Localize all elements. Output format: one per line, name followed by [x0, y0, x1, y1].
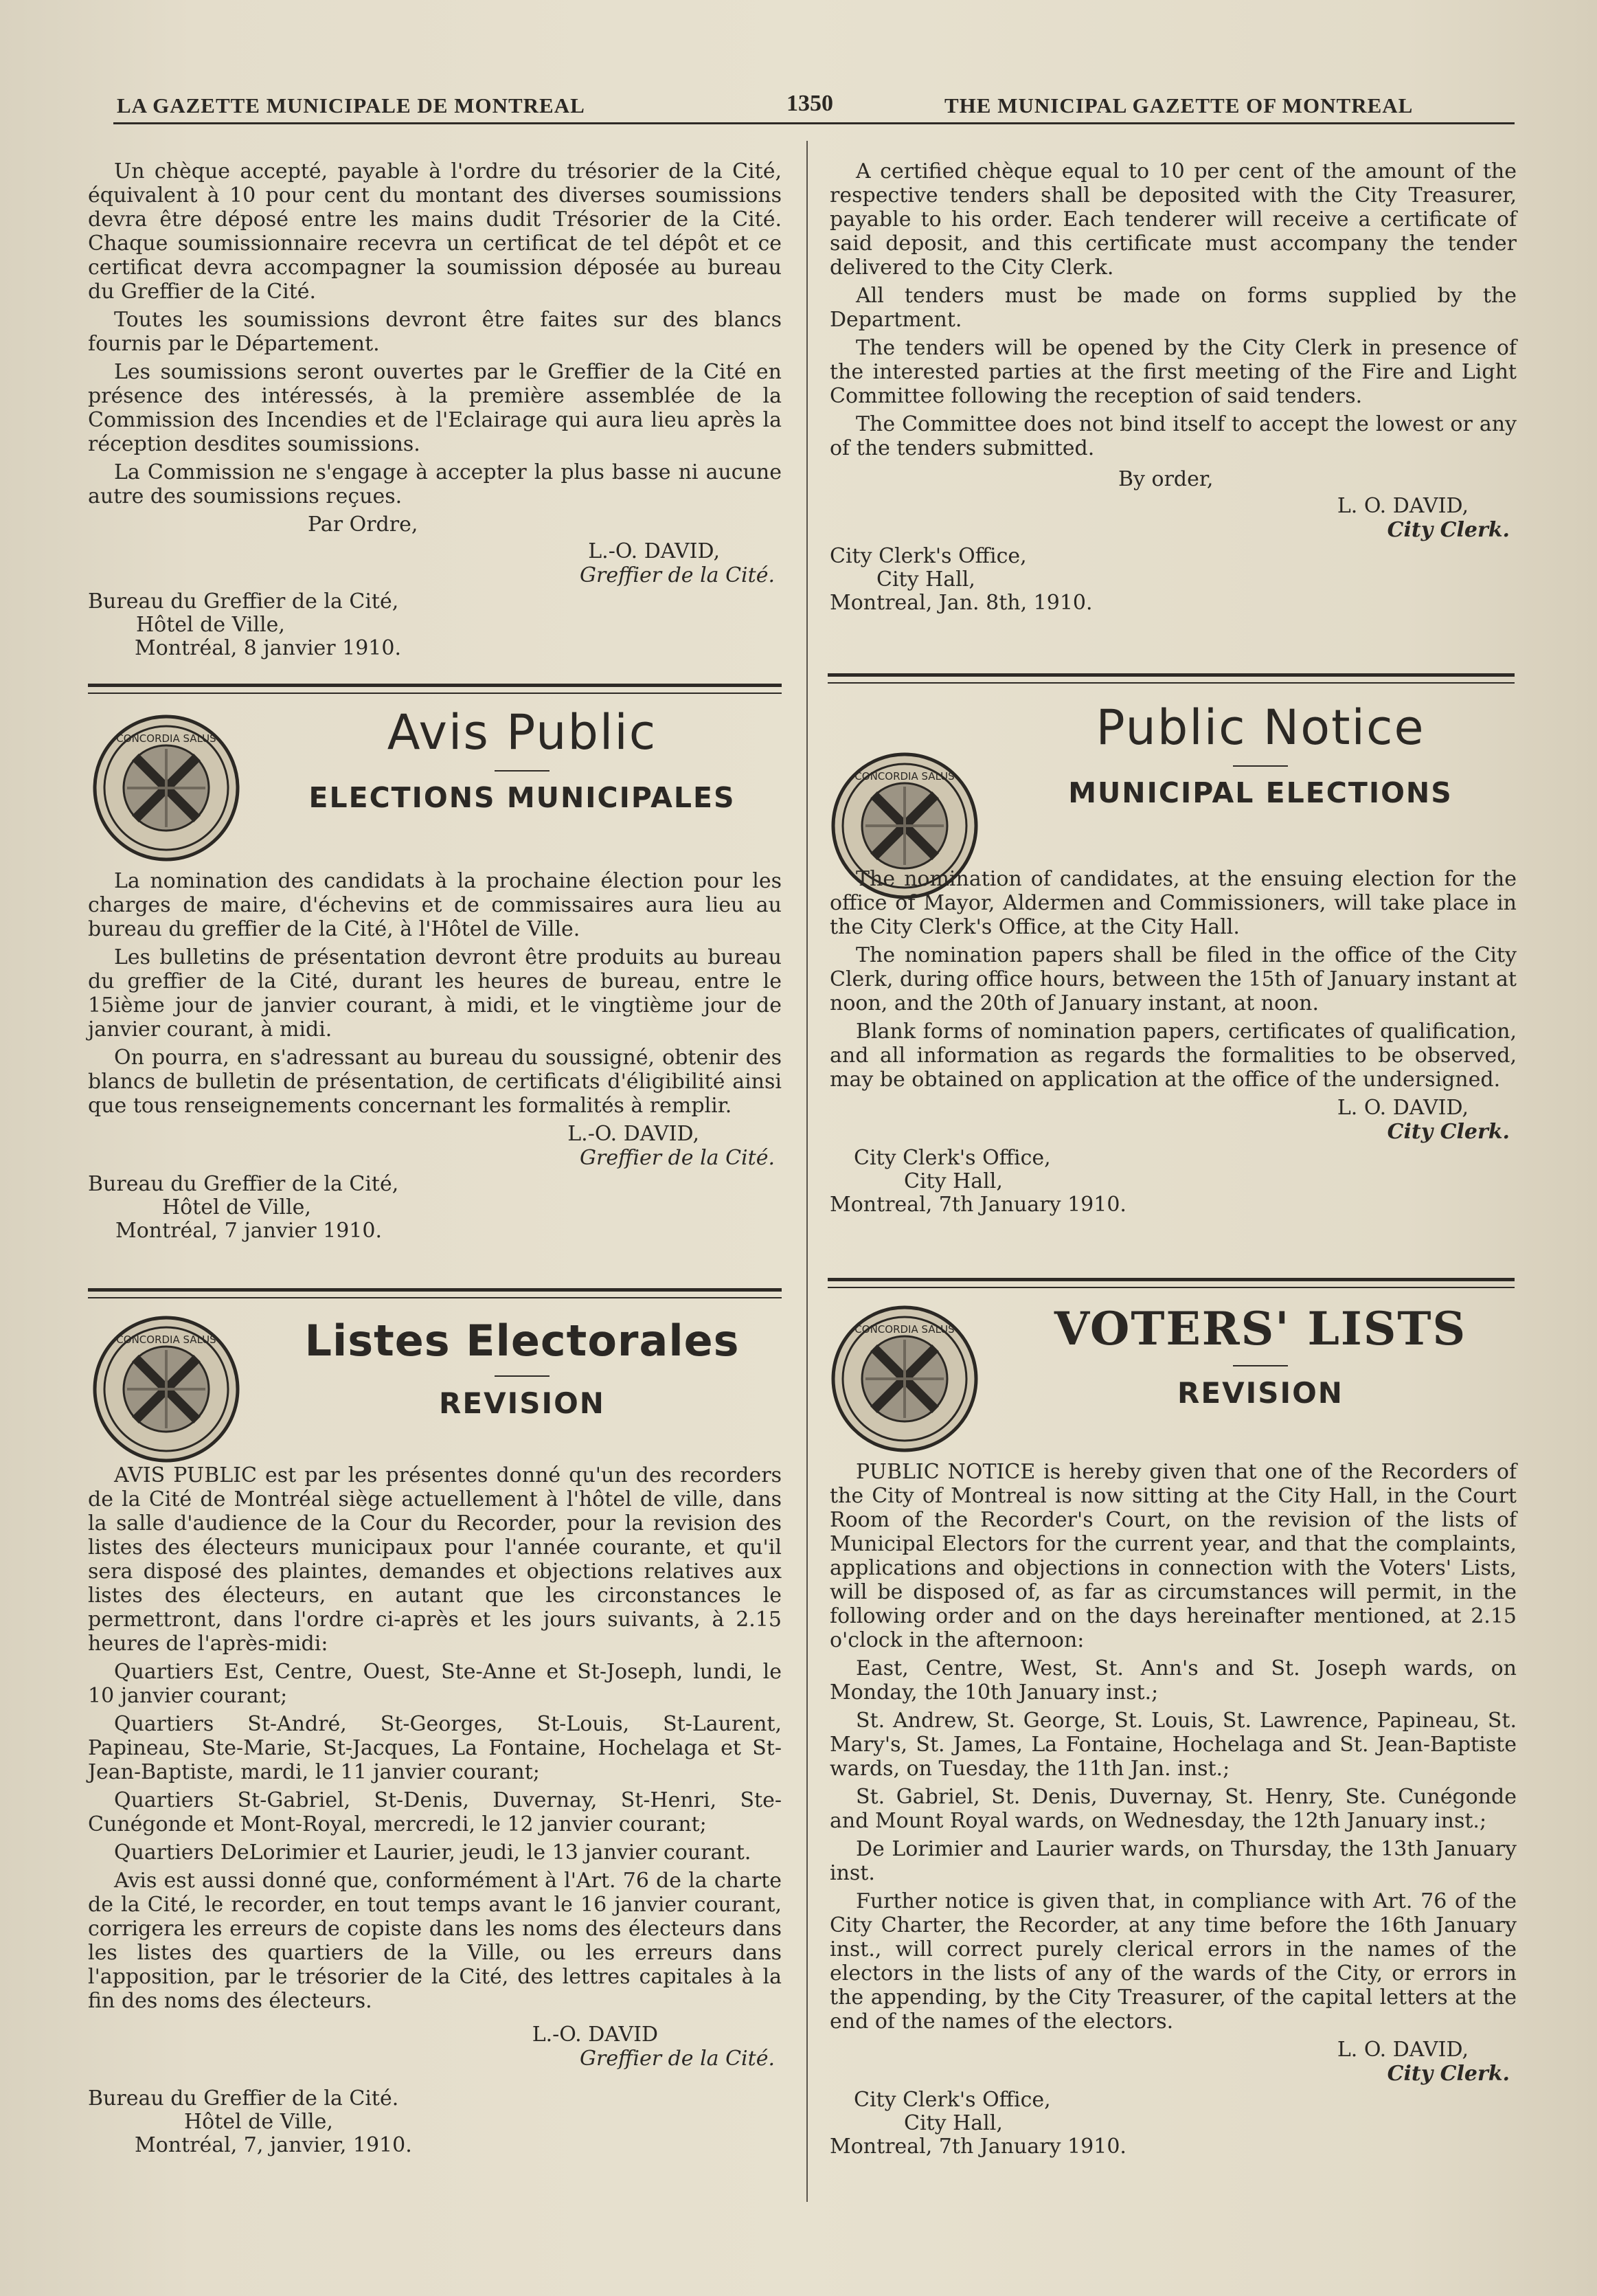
signature-title: City Clerk. — [1387, 1120, 1510, 1144]
signature-name: L.-O. DAVID — [532, 2023, 658, 2047]
notice-subtitle: REVISION — [1177, 1376, 1344, 1410]
title-rule — [1233, 765, 1288, 767]
paragraph: Avis est aussi donné que, conformément à l'Art. 76 de la charte de la Cité, le recorder, en tout temps avant le 16 janvier courant, corrigera les erreurs de copiste dans les noms des électeurs dans les listes des quartiers de la Ville, ou les erreurs dans l'apposition, par le trésorier de la Cité, des lettres capitales à la fin des noms des électeurs. — [88, 1869, 782, 2013]
office-address — [830, 545, 1517, 615]
paragraph: De Lorimier and Laurier wards, on Thursday, the 13th January inst. — [830, 1837, 1517, 1885]
notice-title-block — [996, 1302, 1525, 1410]
office-line: Hôtel de Ville, — [136, 613, 285, 637]
signature-title: City Clerk. — [1387, 2062, 1510, 2086]
paragraph: La Commission ne s'engage à accepter la plus basse ni aucune autre des soumissions reçues. — [88, 460, 782, 508]
title-rule — [495, 770, 550, 772]
paragraph: Blank forms of nomination papers, certificates of qualification, and all information as regards the formalities to be observed, may be obtained on application at the office of the undersigned. — [830, 1020, 1517, 1092]
header-rule — [113, 122, 1515, 124]
paragraph: Quartiers St-Gabriel, St-Denis, Duvernay, St-Henri, Ste-Cunégonde et Mont-Royal, mercredi, le 12 janvier courant; — [88, 1788, 782, 1836]
office-line: Montreal, 7th January 1910. — [830, 1193, 1126, 1217]
svg-text:CONCORDIA SALUS: CONCORDIA SALUS — [116, 732, 216, 745]
office-line: City Clerk's Office, — [854, 1146, 1051, 1170]
notice-title: VOTERS' LISTS — [1054, 1302, 1467, 1355]
title-rule — [1233, 1365, 1288, 1366]
notice-subtitle: ELECTIONS MUNICIPALES — [308, 781, 736, 814]
section-rule — [828, 1278, 1515, 1288]
paragraph: Quartiers DeLorimier et Laurier, jeudi, le 13 janvier courant. — [114, 1841, 751, 1865]
paragraph: Toutes les soumissions devront être faites sur des blancs fournis par le Département. — [88, 308, 782, 356]
notice-title: Listes Electorales — [304, 1316, 740, 1366]
section-rule — [828, 673, 1515, 684]
paragraph: A certified chèque equal to 10 per cent of the amount of the respective tenders shall be deposited with the City Treasurer, payable to his order. Each tenderer will receive a certificate of said deposit, and this certificate must accompany the tender delivered to the City Clerk. — [830, 159, 1517, 280]
running-head-english: THE MUNICIPAL GAZETTE OF MONTREAL — [944, 93, 1414, 117]
section-rule — [88, 684, 782, 694]
lists-notice-english — [830, 1460, 1517, 2159]
paragraph: The tenders will be opened by the City Clerk in presence of the interested parties at the first meeting of the Fire and Light Committee following the reception of said tenders. — [830, 336, 1517, 408]
signature-title: Greffier de la Cité. — [580, 2047, 775, 2071]
paragraph: PUBLIC NOTICE is hereby given that one of the Recorders of the City of Montreal is now sitting at the City Hall, in the Court Room of the Recorder's Court, on the revision of the lists of Municipal Electors for the current year, and that the complaints, applications and objections in connection with the Voters' Lists, will be disposed of, as far as circumstances will permit, in the following order and on the days hereinafter mentioned, at 2.15 o'clock in the afternoon: — [830, 1460, 1517, 1652]
signature-name: L. O. DAVID, — [1337, 2038, 1469, 2062]
elections-notice-english — [830, 867, 1517, 1217]
office-address — [88, 2087, 782, 2157]
office-line: Montréal, 7, janvier, 1910. — [135, 2133, 412, 2157]
notice-subtitle: REVISION — [439, 1386, 605, 1420]
lists-notice-french — [88, 1463, 782, 2157]
paragraph: Les bulletins de présentation devront être produits au bureau du greffier de la Cité, durant les heures de bureau, entre le 15ième jour de janvier courant, à midi, et le vingtième jour de janvier courant, à midi. — [88, 945, 782, 1042]
notice-title: Avis Public — [387, 704, 657, 761]
office-address — [830, 2089, 1517, 2159]
notice-title-block — [258, 1316, 786, 1420]
paragraph: Un chèque accepté, payable à l'ordre du trésorier de la Cité, équivalent à 10 pour cent du montant des diverses soumissions devra être déposé entre les mains dudit Trésorier de la Cité. Chaque soumissionnaire recevra un certificat de tel dépôt et ce certificat devra accompagner la soumission déposée au bureau du Greffier de la Cité. — [88, 159, 782, 304]
signature-title: Greffier de la Cité. — [580, 1146, 775, 1170]
office-line: City Hall, — [876, 567, 975, 592]
office-line: Montréal, 7 janvier 1910. — [115, 1219, 382, 1243]
signature-name: L. O. DAVID, — [1337, 494, 1469, 518]
notice-title-block — [999, 699, 1521, 809]
order-line: Par Ordre, — [308, 513, 418, 537]
section-rule — [88, 1288, 782, 1298]
paragraph: The Committee does not bind itself to accept the lowest or any of the tenders submitted. — [830, 412, 1517, 460]
notice-subtitle: MUNICIPAL ELECTIONS — [1068, 776, 1453, 809]
title-rule — [495, 1375, 550, 1377]
running-head-french: LA GAZETTE MUNICIPALE DE MONTREAL — [117, 93, 585, 117]
office-line: Montreal, 7th January 1910. — [830, 2135, 1126, 2159]
paragraph: The nomination of candidates, at the ensuing election for the office of Mayor, Aldermen and Commissioners, will take place in the City Clerk's Office, at the City Hall. — [830, 867, 1517, 939]
tender-notice-french — [88, 159, 782, 660]
office-line: Hôtel de Ville, — [162, 1195, 311, 1219]
signature-name: L.-O. DAVID, — [588, 539, 720, 563]
office-line: Montreal, Jan. 8th, 1910. — [830, 591, 1093, 615]
svg-text:CONCORDIA SALUS: CONCORDIA SALUS — [116, 1333, 216, 1346]
office-line: City Hall, — [904, 2111, 1003, 2135]
signature-title: Greffier de la Cité. — [580, 563, 775, 587]
page-number: 1350 — [786, 91, 833, 116]
paragraph: Quartiers St-André, St-Georges, St-Louis, St-Laurent, Papineau, Ste-Marie, St-Jacques, La Fontaine, Hochelaga et St-Jean-Baptiste, mardi, le 11 janvier courant; — [88, 1712, 782, 1784]
office-line: Montréal, 8 janvier 1910. — [135, 636, 401, 660]
notice-title: Public Notice — [1096, 699, 1425, 756]
svg-text:CONCORDIA SALUS: CONCORDIA SALUS — [854, 770, 955, 783]
city-seal-icon — [93, 714, 240, 862]
paragraph: Les soumissions seront ouvertes par le Greffier de la Cité en présence des intéressés, à la première assemblée de la Commission des Incendies et de l'Eclairage qui aura lieu après la réception desdites soumissions. — [88, 360, 782, 456]
city-seal-icon — [831, 1305, 979, 1453]
tender-notice-english — [830, 159, 1517, 615]
paragraph: Quartiers Est, Centre, Ouest, Ste-Anne et St-Joseph, lundi, le 10 janvier courant; — [88, 1660, 782, 1708]
signature-name: L. O. DAVID, — [1337, 1096, 1469, 1120]
paragraph: On pourra, en s'adressant au bureau du soussigné, obtenir des blancs de bulletin de présentation, de certificats d'éligibilité ainsi que tous renseignements concernant les formalités à remplir. — [88, 1046, 782, 1118]
paragraph: All tenders must be made on forms supplied by the Department. — [830, 284, 1517, 332]
office-line: City Hall, — [904, 1169, 1003, 1193]
office-address — [88, 1173, 782, 1243]
office-line: City Clerk's Office, — [830, 544, 1027, 568]
svg-text:CONCORDIA SALUS: CONCORDIA SALUS — [854, 1323, 955, 1336]
signature-title: City Clerk. — [1387, 518, 1510, 542]
signature-name: L.-O. DAVID, — [567, 1122, 699, 1146]
paragraph: East, Centre, West, St. Ann's and St. Joseph wards, on Monday, the 10th January inst.; — [830, 1656, 1517, 1704]
notice-title-block — [261, 704, 783, 814]
city-seal-icon — [93, 1316, 240, 1463]
office-line: City Clerk's Office, — [854, 2088, 1051, 2112]
office-line: Bureau du Greffier de la Cité, — [88, 589, 399, 614]
paragraph: La nomination des candidats à la prochaine élection pour les charges de maire, d'échevins et de commissaires aura lieu au bureau du greffier de la Cité, à l'Hôtel de Ville. — [88, 869, 782, 941]
office-line: Bureau du Greffier de la Cité, — [88, 1172, 399, 1196]
paragraph: Further notice is given that, in compliance with Art. 76 of the City Charter, the Recorder, at any time before the 16th January inst., will correct purely clerical errors in the names of the electors in the lists of any of the wards of the City, or errors in the appending, by the City Treasurer, of the capital letters at the end of the names of the electors. — [830, 1889, 1517, 2034]
paragraph: AVIS PUBLIC est par les présentes donné qu'un des recorders de la Cité de Montréal siège actuellement à l'hôtel de ville, dans la salle d'audience de la Cour du Recorder, pour la revision des listes des électeurs municipaux pour l'année courante, et qu'il sera disposé des plaintes, demandes et objections relatives aux listes des électeurs, en autant que les circonstances le permettront, dans l'ordre ci-après et les jours suivants, à 2.15 heures de l'après-midi: — [88, 1463, 782, 1656]
office-line: Hôtel de Ville, — [184, 2110, 333, 2134]
paragraph: St. Andrew, St. George, St. Louis, St. Lawrence, Papineau, St. Mary's, St. James, La Fontaine, Hochelaga and St. Jean-Baptiste wards, on Tuesday, the 11th Jan. inst.; — [830, 1709, 1517, 1781]
paragraph: St. Gabriel, St. Denis, Duvernay, St. Henry, Ste. Cunégonde and Mount Royal wards, on Wednesday, the 12th January inst.; — [830, 1785, 1517, 1833]
column-divider — [806, 141, 808, 2202]
paragraph: The nomination papers shall be filed in the office of the City Clerk, during office hours, between the 15th of January instant at noon, and the 20th of January instant, at noon. — [830, 943, 1517, 1015]
order-line: By order, — [1118, 467, 1214, 491]
office-address — [88, 590, 782, 660]
office-line: Bureau du Greffier de la Cité. — [88, 2086, 399, 2111]
elections-notice-french — [88, 869, 782, 1243]
office-address — [830, 1147, 1517, 1217]
